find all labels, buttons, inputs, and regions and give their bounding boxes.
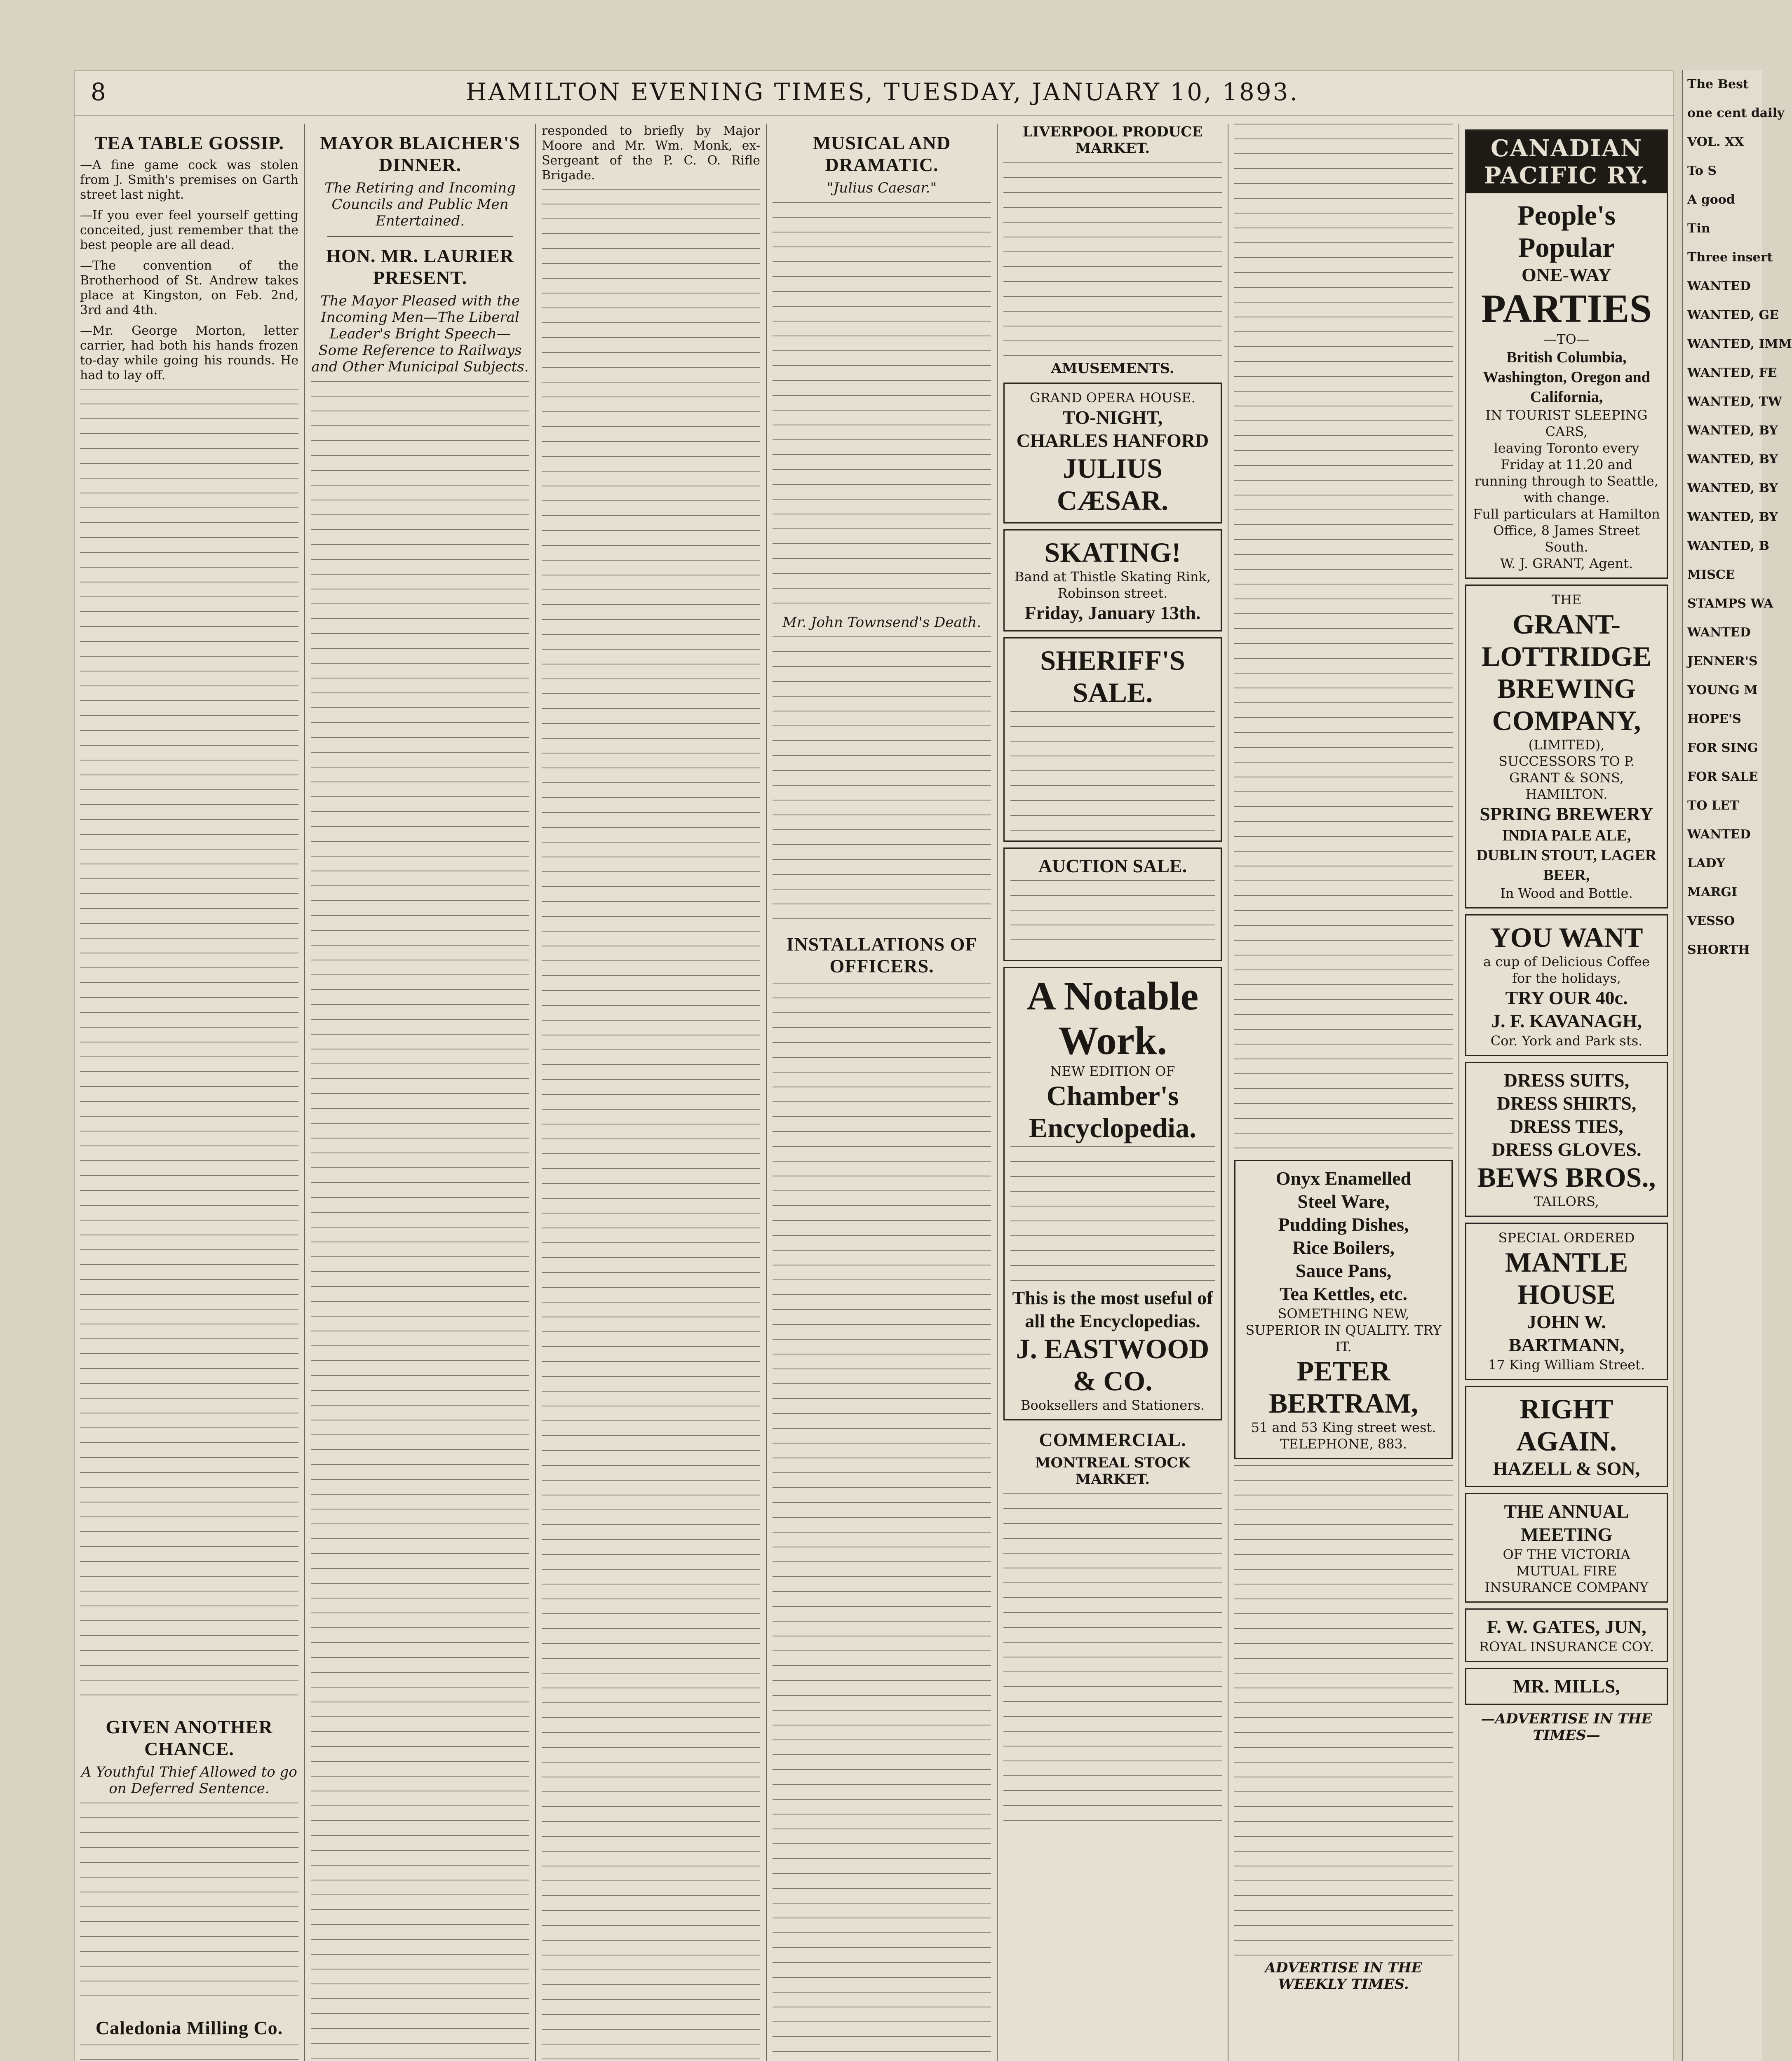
ad-line: In Wood and Bottle. [1500, 885, 1633, 901]
column-3 [536, 124, 767, 2061]
edge-classified-line: WANTED, BY [1687, 510, 1778, 524]
grand-opera-ad [1003, 383, 1222, 523]
ad-product: Chamber's Encyclopedia. [1029, 1080, 1197, 1143]
ad-date: Friday, January 13th. [1024, 602, 1201, 623]
sheriff-sale-ad [1003, 637, 1222, 842]
bews-ad [1465, 1062, 1668, 1217]
ad-line: DRESS TIES, [1510, 1116, 1623, 1137]
ad-line: Full particulars at Hamilton Office, 8 James Street South. [1473, 506, 1660, 555]
section-subheading: A Youthful Thief Allowed to go on Deferred Sentence. [81, 1764, 297, 1797]
column-7 [1459, 124, 1674, 2061]
ad-line: DRESS SUITS, [1503, 1070, 1630, 1091]
edge-classified-line: VESSO [1687, 914, 1735, 928]
ad-line: HAMILTON. [1525, 786, 1608, 802]
ad-star: CHARLES HANFORD [1016, 430, 1209, 451]
edge-classified-line: LADY [1687, 856, 1725, 871]
ad-tagline: This is the most useful of all the Encyclopedias. [1012, 1287, 1213, 1331]
edge-classified-line: WANTED, FE [1687, 366, 1777, 380]
ad-title: THE ANNUAL MEETING [1504, 1501, 1629, 1545]
edge-classified-line: JENNER'S [1687, 654, 1758, 669]
right-again-ad [1465, 1386, 1668, 1487]
ad-line: Booksellers and Stationers. [1020, 1397, 1205, 1413]
edge-classified-line: Three insert [1687, 250, 1773, 265]
edge-classified-line: WANTED, BY [1687, 423, 1778, 438]
ad-text-block [1010, 1146, 1215, 1286]
edge-classified-line: TO LET [1687, 798, 1739, 813]
section-heading: INSTALLATIONS OF OFFICERS. [786, 934, 977, 977]
article-headline: MAYOR BLAICHER'S DINNER. [320, 132, 520, 175]
ad-line: TAILORS, [1534, 1194, 1599, 1209]
ad-text-block [1010, 711, 1215, 835]
ad-title: AUCTION SALE. [1038, 855, 1187, 876]
skating-ad [1003, 529, 1222, 631]
ad-line: IN TOURIST SLEEPING CARS, [1485, 407, 1648, 439]
article-text-block [773, 202, 991, 614]
edge-classified-line: Tin [1687, 221, 1710, 236]
ad-address: 17 King William Street. [1488, 1357, 1645, 1373]
ad-company: BEWS BROS., [1477, 1162, 1656, 1193]
ad-company: PETER BERTRAM, [1268, 1355, 1419, 1419]
edge-classified-line: The Best [1687, 77, 1749, 92]
column-6 [1228, 124, 1459, 2061]
ad-line: OF THE VICTORIA MUTUAL FIRE INSURANCE COMPANY [1484, 1547, 1649, 1595]
royal-insurance-ad [1465, 1608, 1668, 1662]
column-1-heading: TEA TABLE GOSSIP. [94, 132, 284, 153]
ad-line: TRY OUR 40c. [1505, 987, 1628, 1008]
column-4 [767, 124, 998, 2061]
column-5 [998, 124, 1228, 2061]
advertise-banner: —ADVERTISE IN THE TIMES— [1481, 1711, 1652, 1744]
ad-line: Onyx Enamelled [1275, 1168, 1412, 1189]
article-text-block [773, 636, 991, 925]
section-subheading: Mr. John Townsend's Death. [782, 614, 981, 631]
ad-line: Band at Thistle Skating Rink, Robinson street. [1014, 569, 1211, 601]
ad-line: leaving Toronto every Friday at 11.20 and running through to Seattle, with change. [1475, 440, 1658, 505]
ad-line: (LIMITED), [1528, 737, 1605, 753]
gossip-item: —The convention of the Brotherhood of St. Andrew takes place at Kingston, on Feb. 2nd, 3rd and 4th. [80, 258, 298, 317]
ad-line: a cup of Delicious Coffee for the holidays, [1483, 954, 1650, 986]
ad-tagline: SOMETHING NEW, SUPERIOR IN QUALITY. TRY IT. [1245, 1306, 1442, 1354]
gossip-item: —If you ever feel yourself getting conceited, just remember that the best people are all dead. [80, 208, 298, 252]
ad-line: GRAND OPERA HOUSE. [1030, 390, 1195, 406]
column-4-heading: MUSICAL AND DRAMATIC. [813, 132, 951, 175]
market-text-block [1003, 1493, 1222, 1823]
edge-classified-line: FOR SALE [1687, 770, 1758, 784]
edge-classified-line: WANTED, IMM [1687, 337, 1792, 351]
coffee-ad [1465, 914, 1668, 1056]
edge-classified-line: HOPE'S [1687, 712, 1741, 726]
ad-company: MR. MILLS, [1513, 1676, 1620, 1697]
ad-line: —TO— [1543, 331, 1590, 347]
market-text-block [1003, 162, 1222, 360]
article-text-block [773, 983, 991, 2061]
edge-classified-line: VOL. XX [1687, 135, 1744, 149]
ad-title: People's Popular [1517, 200, 1616, 263]
edge-classified-line: FOR SING [1687, 741, 1758, 755]
ad-company: HAZELL & SON, [1493, 1458, 1640, 1479]
ad-agent: W. J. GRANT, Agent. [1500, 556, 1633, 571]
edge-classified-line: WANTED, B [1687, 539, 1769, 553]
ad-line: DRESS GLOVES. [1491, 1139, 1642, 1160]
article-headline: HON. MR. LAURIER PRESENT. [326, 245, 514, 288]
ad-line: DRESS SHIRTS, [1496, 1093, 1637, 1114]
mills-ad [1465, 1668, 1668, 1705]
cpr-ad [1465, 129, 1668, 579]
cpr-logo-banner: CANADIAN PACIFIC RY. [1466, 131, 1667, 193]
article-subheadline: The Mayor Pleased with the Incoming Men—The Liberal Leader's Bright Speech—Some Reference to Railways and Other Municipal Subjects. [311, 293, 529, 375]
market-heading: LIVERPOOL PRODUCE MARKET. [1022, 124, 1203, 157]
article-text-block [542, 189, 760, 2061]
article-subheadline: The Retiring and Incoming Councils and Public Men Entertained. [324, 180, 516, 229]
ad-text-block [1010, 880, 1215, 954]
ad-address: Cor. York and Park sts. [1490, 1033, 1643, 1049]
adjacent-page-edge [1682, 70, 1792, 2061]
ad-line: Sauce Pans, [1295, 1260, 1392, 1281]
mantle-ad [1465, 1223, 1668, 1380]
edge-classified-line: WANTED, BY [1687, 452, 1778, 467]
ad-title: RIGHT AGAIN. [1516, 1393, 1617, 1457]
gossip-item: —A fine game cock was stolen from J. Smith's premises on Garth street last night. [80, 158, 298, 202]
ad-line: Pudding Dishes, [1278, 1214, 1409, 1235]
ad-line: SPRING BREWERY [1480, 803, 1653, 824]
ad-company: JOHN W. BARTMANN, [1508, 1311, 1625, 1355]
divider [327, 236, 513, 237]
ad-line: THE [1551, 592, 1582, 608]
ad-line: Rice Boilers, [1292, 1237, 1395, 1258]
edge-classified-line: WANTED [1687, 827, 1751, 842]
ad-title: A Notable Work. [1026, 974, 1199, 1063]
edge-classified-line: STAMPS WA [1687, 596, 1773, 611]
amusements-heading: AMUSEMENTS. [1051, 360, 1174, 377]
section-heading: COMMERCIAL. [1039, 1429, 1186, 1450]
column-2 [305, 124, 536, 2061]
market-text-block [1234, 1465, 1453, 1960]
page-number: 8 [91, 78, 108, 106]
edge-classified-line: YOUNG M [1687, 683, 1758, 697]
encyclopedia-ad [1003, 967, 1222, 1420]
edge-classified-line: To S [1687, 164, 1717, 178]
ad-play: JULIUS CÆSAR. [1057, 453, 1169, 516]
advertise-banner: ADVERTISE IN THE WEEKLY TIMES. [1265, 1960, 1422, 1993]
ad-phone: TELEPHONE, 883. [1280, 1436, 1407, 1452]
ad-address: 51 and 53 King street west. [1251, 1420, 1436, 1435]
brewery-ad [1465, 584, 1668, 908]
ad-line: INDIA PALE ALE, DUBLIN STOUT, LAGER BEER, [1476, 827, 1657, 884]
edge-classified-line: one cent daily [1687, 106, 1785, 120]
ad-line: ONE-WAY [1521, 264, 1612, 285]
edge-classified-line: MARGI [1687, 885, 1738, 899]
edge-classified-line: WANTED, TW [1687, 394, 1782, 409]
article-paragraph: responded to briefly by Major Moore and Mr. Wm. Monk, ex-Sergeant of the P. C. O. Rifle Brigade. [542, 124, 760, 183]
edge-classified-line: WANTED [1687, 625, 1751, 640]
ad-line: NEW EDITION OF [1050, 1063, 1175, 1079]
ad-line: SUCCESSORS TO P. GRANT & SONS, [1498, 754, 1635, 786]
ad-title: SHERIFF'S SALE. [1040, 645, 1185, 708]
article-text-block [311, 381, 529, 2061]
ad-company: F. W. GATES, JUN, [1487, 1616, 1646, 1637]
ad-line: SPECIAL ORDERED [1498, 1230, 1635, 1246]
newspaper-page [74, 70, 1674, 2061]
onyx-ware-ad [1234, 1160, 1453, 1459]
ad-title: BREWING COMPANY, [1492, 673, 1641, 736]
section-heading: Caledonia Milling Co. [95, 2017, 283, 2038]
edge-classified-line: WANTED [1687, 279, 1751, 293]
edge-classified-line: A good [1687, 192, 1735, 207]
ad-line: ROYAL INSURANCE COY. [1479, 1639, 1654, 1655]
ad-title: PARTIES [1481, 286, 1652, 331]
ad-destinations: British Columbia, Washington, Oregon and California, [1483, 349, 1650, 406]
masthead-title: HAMILTON EVENING TIMES, TUESDAY, JANUARY 10, 1893. [465, 78, 1299, 106]
insurance-ad [1465, 1493, 1668, 1603]
edge-classified-line: SHORTH [1687, 943, 1750, 957]
ad-title: SKATING! [1044, 537, 1181, 568]
article-text-block [80, 389, 298, 1708]
gossip-item: —Mr. George Morton, letter carrier, had both his hands frozen to-day while going his rounds. He had to lay off. [80, 324, 298, 383]
market-text-block [1234, 124, 1453, 1154]
ad-company: J. F. KAVANAGH, [1491, 1010, 1642, 1031]
ad-line: Steel Ware, [1297, 1191, 1390, 1212]
ad-title: YOU WANT [1490, 922, 1643, 953]
section-heading: GIVEN ANOTHER CHANCE. [106, 1716, 273, 1759]
ad-company: J. EASTWOOD & CO. [1016, 1333, 1210, 1397]
column-1 [74, 124, 305, 2061]
edge-classified-line: WANTED, BY [1687, 481, 1778, 495]
ad-title: GRANT-LOTTRIDGE [1482, 608, 1651, 672]
ad-line: Tea Kettles, etc. [1280, 1283, 1407, 1304]
masthead [74, 70, 1674, 115]
ad-title: MANTLE HOUSE [1505, 1246, 1628, 1310]
section-subheading: "Julius Caesar." [827, 180, 937, 196]
edge-classified-line: MISCE [1687, 568, 1735, 582]
edge-classified-line: WANTED, GE [1687, 308, 1779, 322]
market-heading: MONTREAL STOCK MARKET. [1035, 1455, 1190, 1488]
article-text-block [80, 2045, 298, 2061]
ad-line: TO-NIGHT, [1062, 407, 1163, 428]
article-text-block [80, 1803, 298, 2009]
auction-ad [1003, 847, 1222, 961]
